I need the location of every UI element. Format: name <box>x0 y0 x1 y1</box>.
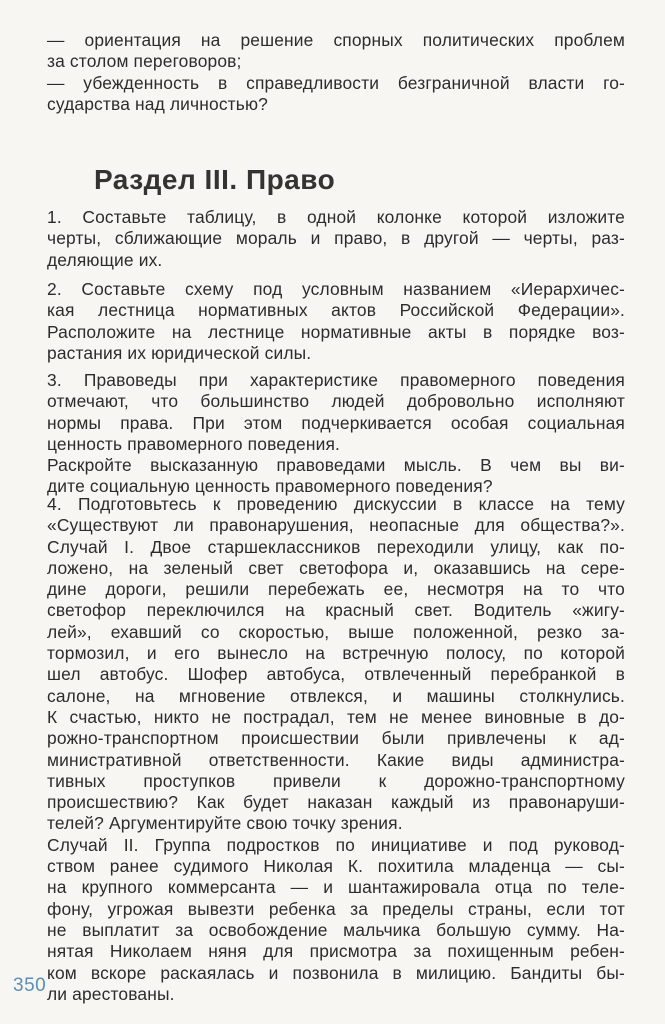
task-2-line: кая лестница нормативных актов Российской Федерации». <box>47 300 625 321</box>
task-2-line: 2. Составьте схему под условным названием «Иерархичес- <box>47 279 625 299</box>
task-3-line: Раскройте высказанную правоведами мысль. В чем вы ви- <box>47 455 625 476</box>
task-4-line: салоне, на мгновение отвлекся, и машины столкнулись. <box>47 685 625 706</box>
task-4-line: телей? Аргументируйте свою точку зрения. <box>47 813 403 834</box>
task-4-line: шел автобус. Шофер автобуса, отвлеченный перебранкой в <box>47 664 625 685</box>
task-2-line: растания их юридической силы. <box>47 342 312 363</box>
task-1-line: черты, сближающие мораль и право, в другой — черты, раз- <box>47 228 625 249</box>
task-1-line: деляющие их. <box>47 249 163 270</box>
task-4-line: фону, угрожая вывезти ребенка за пределы страны, если тот <box>47 898 625 919</box>
task-4-line: ком вскоре раскаялась и позвонила в милицию. Бандиты бы- <box>47 962 625 983</box>
task-3-line: дите социальную ценность правомерного поведения? <box>47 476 493 497</box>
task-4-line: рожно-транспортном происшествии были привлечены к ад- <box>47 728 625 749</box>
intro-block <box>47 30 625 115</box>
task-4 <box>47 494 625 1005</box>
intro-line: — убежденность в справедливости безграничной власти го- <box>47 72 625 93</box>
page-number: 350 <box>13 975 47 996</box>
intro-line: за столом переговоров; <box>47 51 242 72</box>
section-title: Раздел III. Право <box>94 164 336 195</box>
task-4-line: Случай II. Группа подростков по инициативе и под руковод- <box>47 834 625 855</box>
task-4-line: не выплатит за освобождение мальчика большую сумму. На- <box>47 919 625 940</box>
task-2-line: Расположите на лестнице нормативные акты в порядке воз- <box>47 321 625 342</box>
task-2 <box>47 279 625 364</box>
task-4-line: тормозил, и его вынесло на встречную полосу, по которой <box>47 643 625 664</box>
task-1 <box>47 207 625 271</box>
task-4-line: ложено, на зеленый свет светофора и, оказавшись на сере- <box>47 557 625 578</box>
task-3-line: ценность правомерного поведения. <box>47 433 340 454</box>
task-3-line: нормы права. При этом подчеркивается особая социальная <box>47 412 625 433</box>
task-4-line: ли арестованы. <box>47 983 175 1004</box>
task-4-line: 4. Подготовьтесь к проведению дискуссии в классе на тему <box>47 494 625 514</box>
task-4-line: «Существуют ли правонарушения, неопасные для общества?». <box>47 515 625 536</box>
task-3-line: 3. Правоведы при характеристике правомерного поведения <box>47 370 625 390</box>
task-4-line: происшествию? Как будет наказан каждый из правонаруши- <box>47 792 625 813</box>
task-4-line: тивных проступков привели к дорожно-транспортному <box>47 770 625 791</box>
intro-line: — ориентация на решение спорных политических проблем <box>47 30 625 50</box>
task-4-line: лей», ехавший со скоростью, выше положенной, резко за- <box>47 621 625 642</box>
task-4-line: ством ранее судимого Николая К. похитила младенца — сы- <box>47 856 625 877</box>
task-1-line: 1. Составьте таблицу, в одной колонке которой изложите <box>47 207 625 227</box>
task-4-line: на крупного коммерсанта — и шантажировала отца по теле- <box>47 877 625 898</box>
task-3-line: отмечают, что большинство людей добровольно исполняют <box>47 391 625 412</box>
task-4-line: светофор переключился на красный свет. Водитель «жигу- <box>47 600 625 621</box>
task-4-line: министративной ответственности. Какие виды администра- <box>47 749 625 770</box>
task-4-line: нятая Николаем няня для присмотра за похищенным ребен- <box>47 941 625 962</box>
task-3 <box>47 370 625 498</box>
task-4-line: Случай I. Двое старшеклассников переходили улицу, как по- <box>47 536 625 557</box>
intro-line: сударства над личностью? <box>47 93 268 114</box>
task-4-line: дине дороги, решили перебежать ее, несмотря на то что <box>47 579 625 600</box>
task-4-line: К счастью, никто не пострадал, тем не менее виновные в до- <box>47 706 625 727</box>
